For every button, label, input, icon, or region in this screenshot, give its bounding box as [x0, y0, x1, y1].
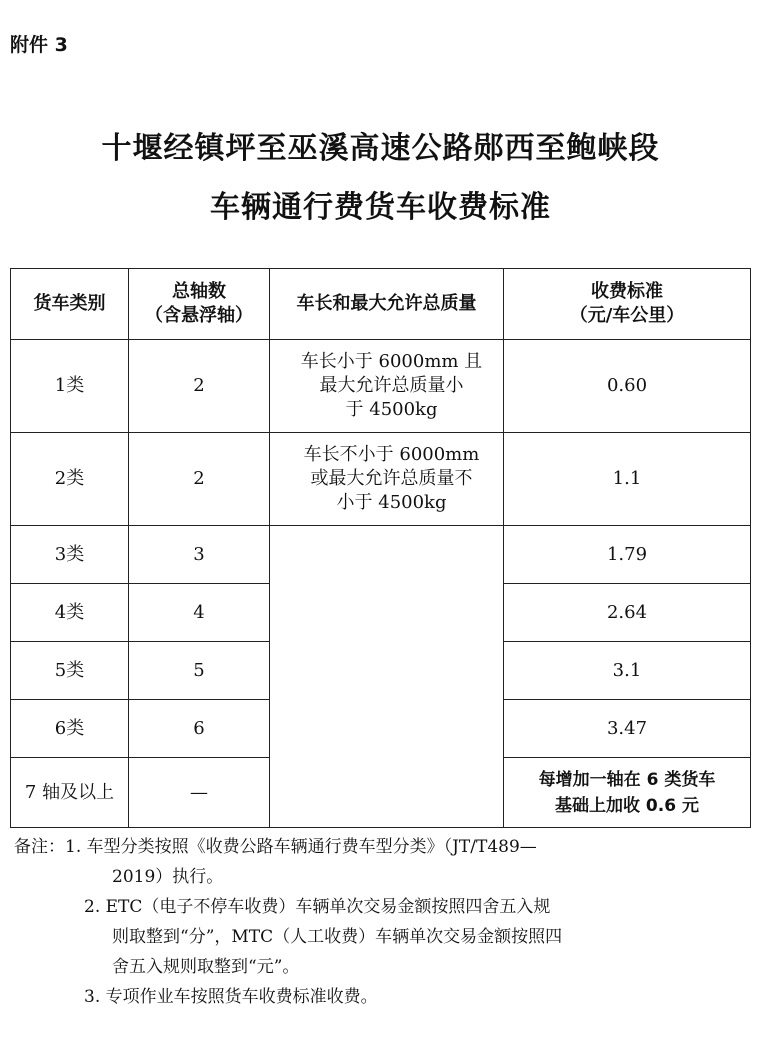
header-axles-line1: 总轴数	[172, 281, 226, 302]
cell-fee	[504, 758, 751, 828]
fee-line: 每增加一轴在 6 类货车	[538, 769, 716, 790]
table-row	[11, 526, 751, 584]
table-row	[11, 433, 751, 526]
fee-line: 基础上加收 0.6 元	[555, 795, 699, 816]
cell-fee: 3.1	[504, 642, 751, 700]
cell-mass	[270, 340, 504, 433]
cell-fee: 0.60	[504, 340, 751, 433]
table-row	[11, 340, 751, 433]
mass-line: 于 4500kg	[345, 399, 438, 420]
note-2-line3: 舍五入规则取整到“元”。	[112, 957, 300, 977]
cell-axles: 2	[129, 340, 270, 433]
note-1-line1: 备注：1. 车型分类按照《收费公路车辆通行费车型分类》（JT/T489—	[14, 837, 537, 857]
header-fee-line2: （元/车公里）	[569, 305, 685, 326]
cell-fee: 1.1	[504, 433, 751, 526]
cell-category: 7 轴及以上	[11, 758, 129, 828]
mass-line: 车长小于 6000mm 且	[300, 351, 483, 372]
cell-category: 4类	[11, 584, 129, 642]
cell-category: 1类	[11, 340, 129, 433]
cell-fee: 2.64	[504, 584, 751, 642]
header-axles	[129, 269, 270, 340]
cell-mass	[270, 433, 504, 526]
cell-axles: 3	[129, 526, 270, 584]
cell-fee: 1.79	[504, 526, 751, 584]
cell-category: 2类	[11, 433, 129, 526]
header-fee-line1: 收费标准	[591, 281, 663, 302]
note-3: 3. 专项作业车按照货车收费标准收费。	[84, 987, 378, 1007]
cell-axles: 5	[129, 642, 270, 700]
cell-fee: 3.47	[504, 700, 751, 758]
note-2-line1: 2. ETC（电子不停车收费）车辆单次交易金额按照四舍五入规	[84, 897, 551, 917]
note-1-line2: 2019）执行。	[112, 867, 224, 887]
header-axles-line2: （含悬浮轴）	[145, 305, 253, 326]
cell-axles: 2	[129, 433, 270, 526]
table-header-row	[11, 269, 751, 340]
cell-category: 5类	[11, 642, 129, 700]
cell-axles: 4	[129, 584, 270, 642]
page-title-line1: 十堰经镇坪至巫溪高速公路郧西至鲍峡段	[101, 131, 660, 166]
mass-line: 小于 4500kg	[336, 492, 447, 513]
cell-axles: —	[129, 758, 270, 828]
toll-fee-table	[10, 268, 751, 828]
cell-category: 6类	[11, 700, 129, 758]
header-fee	[504, 269, 751, 340]
mass-line: 或最大允许总质量不	[310, 468, 473, 489]
cell-category: 3类	[11, 526, 129, 584]
mass-line: 最大允许总质量小	[319, 375, 464, 396]
note-2-line2: 则取整到“分”，MTC（人工收费）车辆单次交易金额按照四	[112, 927, 563, 947]
mass-line: 车长不小于 6000mm	[303, 444, 480, 465]
header-mass: 车长和最大允许总质量	[270, 269, 504, 340]
cell-axles: 6	[129, 700, 270, 758]
page-title-line2: 车辆通行费货车收费标准	[210, 190, 551, 225]
notes	[14, 832, 754, 1012]
cell-mass-empty	[270, 526, 504, 828]
attachment-label: 附件 3	[10, 34, 68, 56]
header-category: 货车类别	[11, 269, 129, 340]
